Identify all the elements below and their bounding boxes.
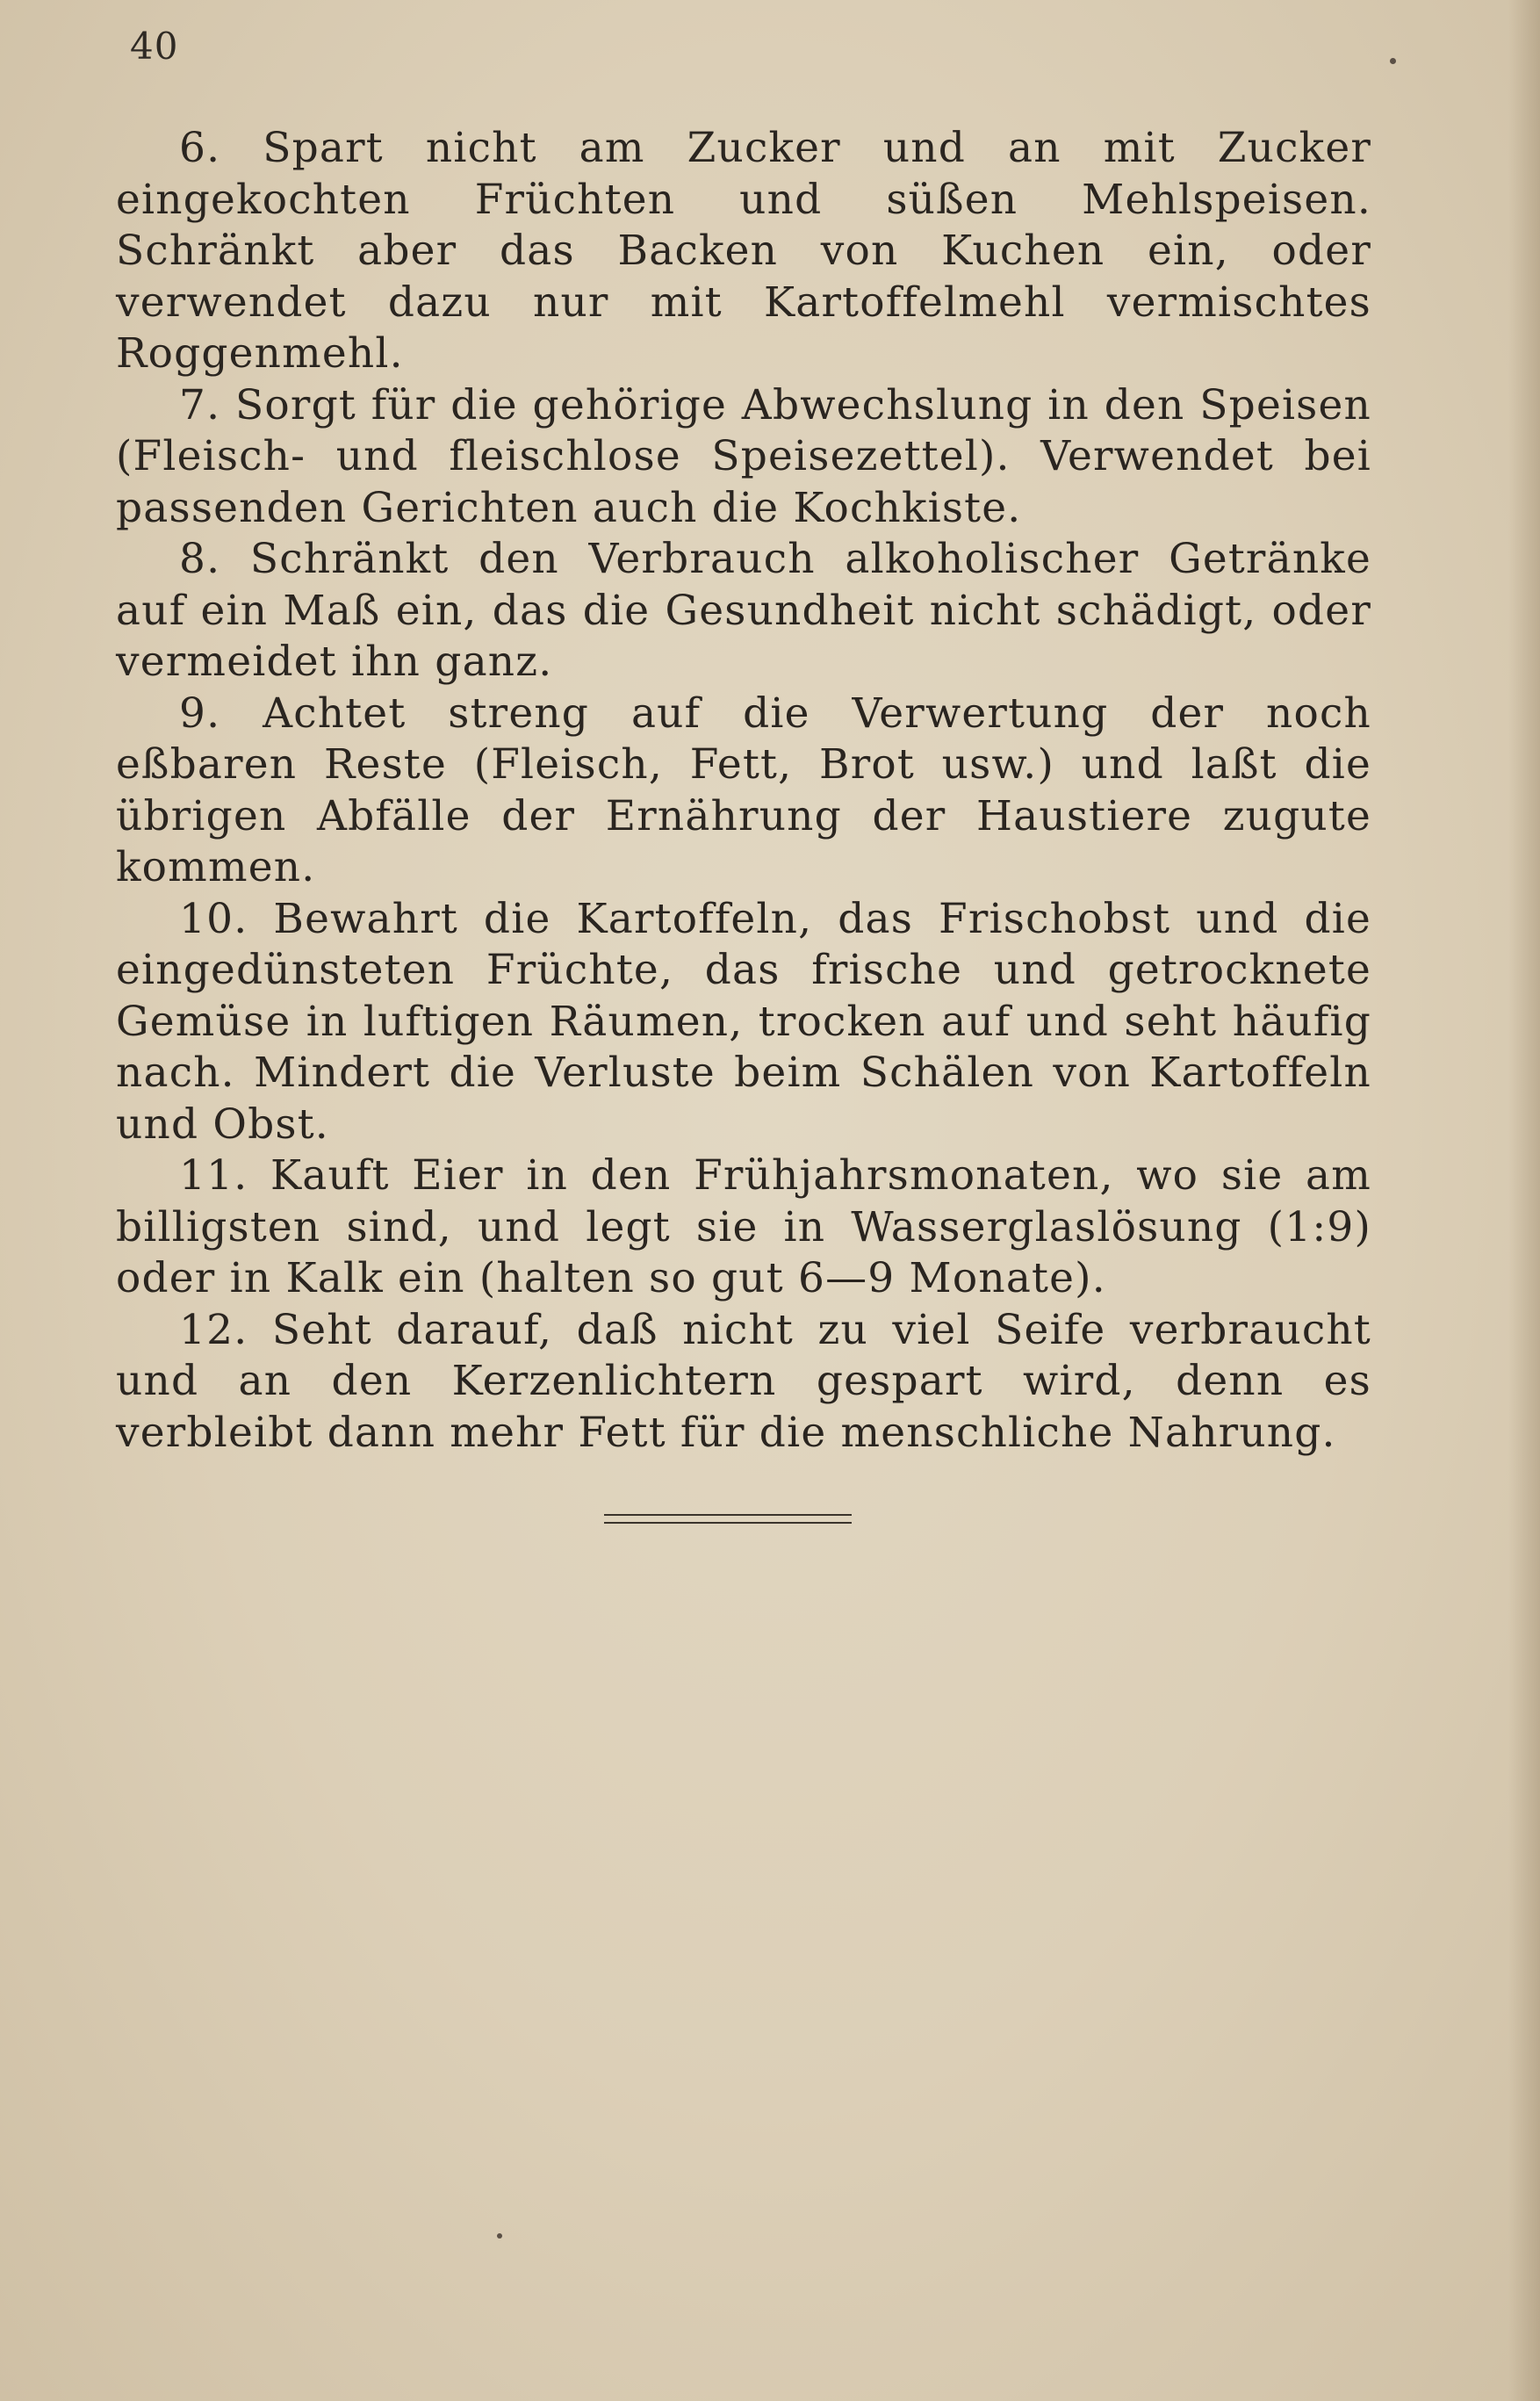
paragraph-12: 12. Seht darauf, daß nicht zu viel Seife verbraucht und an den Kerzenlichtern gespart wird, denn es verbleibt dann mehr Fett für die menschliche Nahrung.: [116, 1305, 1371, 1457]
print-speck: [497, 2233, 502, 2239]
print-speck: [1390, 58, 1396, 64]
paragraph-6: 6. Spart nicht am Zucker und an mit Zucker eingekochten Früchten und süßen Mehlspeisen. Schränkt aber das Backen von Kuchen ein, oder verwendet dazu nur mit Kartoffelmehl vermischtes Roggenmehl.: [116, 124, 1371, 378]
paragraph-8: 8. Schränkt den Verbrauch alkoholischer Getränke auf ein Maß ein, das die Gesundheit nicht schädigt, oder vermeidet ihn ganz.: [116, 535, 1371, 686]
paragraph-10: 10. Bewahrt die Kartoffeln, das Frischobst und die eingedünsteten Früchte, das frische und getrocknete Gemüse in luftigen Räumen, trocken auf und seht häufig nach. Mindert die Verluste beim Schälen von Kartoffeln und Obst.: [116, 894, 1371, 1149]
page-number: 40: [130, 25, 179, 68]
page-edge-shadow: [1508, 0, 1540, 2401]
body-text: [116, 123, 1371, 1459]
end-divider-top: [604, 1514, 852, 1516]
paragraph-9: 9. Achtet streng auf die Verwertung der noch eßbaren Reste (Fleisch, Fett, Brot usw.) und laßt die übrigen Abfälle der Ernährung der Haustiere zugute kommen.: [116, 689, 1371, 891]
end-divider-bottom: [604, 1522, 852, 1524]
paragraph-11: 11. Kauft Eier in den Frühjahrsmonaten, wo sie am billigsten sind, und legt sie in Wasserglaslösung (1:9) oder in Kalk ein (halten so gut 6—9 Monate).: [116, 1151, 1371, 1302]
paragraph-7: 7. Sorgt für die gehörige Abwechslung in den Speisen (Fleisch- und fleischlose Speisezettel). Verwendet bei passenden Gerichten auch die Kochkiste.: [116, 380, 1371, 532]
